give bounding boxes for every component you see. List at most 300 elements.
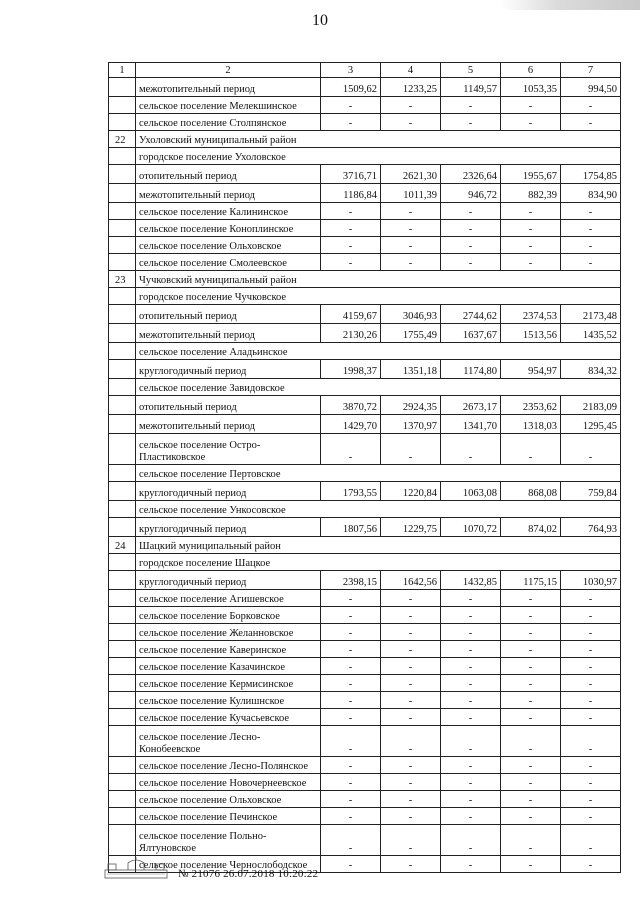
row-index-cell	[109, 237, 136, 254]
table-row	[109, 324, 621, 343]
value-cell: -	[561, 692, 621, 709]
value-cell: -	[561, 709, 621, 726]
value-cell: 1955,67	[501, 165, 561, 184]
column-header: 1	[109, 63, 136, 78]
value-cell: -	[441, 726, 501, 757]
value-cell: -	[501, 237, 561, 254]
settlement-row	[109, 148, 621, 165]
value-cell: -	[381, 709, 441, 726]
row-index-cell	[109, 324, 136, 343]
row-name-cell: сельское поселение Польно-Ялтуновское	[136, 825, 321, 856]
value-cell: 3870,72	[321, 396, 381, 415]
value-cell: -	[561, 237, 621, 254]
value-cell: 874,02	[501, 518, 561, 537]
row-name-cell: круглогодичный период	[136, 518, 321, 537]
value-cell: -	[381, 203, 441, 220]
table-row	[109, 791, 621, 808]
row-index-cell: 24	[109, 537, 136, 554]
value-cell: -	[441, 675, 501, 692]
row-index-cell	[109, 808, 136, 825]
settlement-row	[109, 343, 621, 360]
value-cell: 2374,53	[501, 305, 561, 324]
column-header: 2	[136, 63, 321, 78]
value-cell: -	[381, 791, 441, 808]
value-cell: -	[381, 856, 441, 873]
value-cell: -	[321, 692, 381, 709]
value-cell: -	[321, 658, 381, 675]
value-cell: -	[321, 254, 381, 271]
row-index-cell	[109, 641, 136, 658]
value-cell: 3716,71	[321, 165, 381, 184]
table-row	[109, 237, 621, 254]
row-name-cell: сельское поселение Остро-Пластиковское	[136, 434, 321, 465]
row-name-cell: круглогодичный период	[136, 360, 321, 379]
value-cell: -	[501, 692, 561, 709]
tariff-table	[108, 62, 621, 873]
row-name-cell: городское поселение Чучковское	[136, 288, 621, 305]
value-cell: -	[321, 791, 381, 808]
value-cell: 1351,18	[381, 360, 441, 379]
row-index-cell	[109, 825, 136, 856]
row-name-cell: сельское поселение Лесно-Полянское	[136, 757, 321, 774]
row-name-cell: городское поселение Шацкое	[136, 554, 621, 571]
value-cell: -	[321, 825, 381, 856]
column-header: 7	[561, 63, 621, 78]
row-name-cell: сельское поселение Ункосовское	[136, 501, 621, 518]
row-name-cell: круглогодичный период	[136, 482, 321, 501]
row-name-cell: сельское поселение Агишевское	[136, 590, 321, 607]
row-index-cell	[109, 288, 136, 305]
district-row	[109, 271, 621, 288]
value-cell: -	[441, 692, 501, 709]
row-index-cell	[109, 590, 136, 607]
value-cell: -	[501, 709, 561, 726]
row-name-cell: сельское поселение Аладьинское	[136, 343, 621, 360]
value-cell: -	[381, 590, 441, 607]
row-index-cell	[109, 757, 136, 774]
value-cell: 1637,67	[441, 324, 501, 343]
table-row	[109, 434, 621, 465]
value-cell: 1229,75	[381, 518, 441, 537]
value-cell: -	[561, 791, 621, 808]
value-cell: -	[561, 590, 621, 607]
row-index-cell	[109, 518, 136, 537]
registration-number: № 21076 26.07.2018 10:20:22	[178, 868, 319, 880]
table-row	[109, 203, 621, 220]
table-row	[109, 726, 621, 757]
value-cell: 1220,84	[381, 482, 441, 501]
value-cell: -	[381, 434, 441, 465]
row-index-cell	[109, 482, 136, 501]
value-cell: -	[321, 607, 381, 624]
value-cell: -	[321, 220, 381, 237]
value-cell: -	[441, 825, 501, 856]
row-name-cell: отопительный период	[136, 396, 321, 415]
value-cell: 2353,62	[501, 396, 561, 415]
value-cell: -	[501, 757, 561, 774]
value-cell: -	[441, 658, 501, 675]
district-row	[109, 131, 621, 148]
value-cell: 759,84	[561, 482, 621, 501]
row-index-cell	[109, 97, 136, 114]
row-name-cell: межотопительный период	[136, 415, 321, 434]
table-row	[109, 590, 621, 607]
value-cell: 2326,64	[441, 165, 501, 184]
value-cell: -	[381, 675, 441, 692]
row-index-cell	[109, 254, 136, 271]
value-cell: -	[561, 434, 621, 465]
value-cell: -	[321, 808, 381, 825]
value-cell: 1807,56	[321, 518, 381, 537]
row-index-cell	[109, 184, 136, 203]
value-cell: -	[501, 774, 561, 791]
value-cell: -	[381, 658, 441, 675]
row-index-cell	[109, 396, 136, 415]
value-cell: 1030,97	[561, 571, 621, 590]
value-cell: -	[321, 709, 381, 726]
row-index-cell	[109, 692, 136, 709]
row-name-cell: круглогодичный период	[136, 571, 321, 590]
value-cell: 2621,30	[381, 165, 441, 184]
value-cell: -	[561, 254, 621, 271]
value-cell: -	[321, 774, 381, 791]
value-cell: -	[441, 114, 501, 131]
row-name-cell: межотопительный период	[136, 78, 321, 97]
row-name-cell: городское поселение Ухоловское	[136, 148, 621, 165]
value-cell: -	[501, 97, 561, 114]
table-row	[109, 78, 621, 97]
table-row	[109, 607, 621, 624]
value-cell: -	[321, 624, 381, 641]
column-header: 4	[381, 63, 441, 78]
row-name-cell: сельское поселение Кулишнское	[136, 692, 321, 709]
value-cell: 954,97	[501, 360, 561, 379]
value-cell: 1233,25	[381, 78, 441, 97]
value-cell: -	[321, 237, 381, 254]
value-cell: 1998,37	[321, 360, 381, 379]
value-cell: 1793,55	[321, 482, 381, 501]
settlement-row	[109, 501, 621, 518]
row-name-cell: межотопительный период	[136, 184, 321, 203]
value-cell: -	[321, 590, 381, 607]
table-row	[109, 808, 621, 825]
row-name-cell: Чучковский муниципальный район	[136, 271, 621, 288]
value-cell: -	[321, 114, 381, 131]
value-cell: -	[321, 675, 381, 692]
row-name-cell: сельское поселение Калининское	[136, 203, 321, 220]
value-cell: 4159,67	[321, 305, 381, 324]
value-cell: -	[561, 624, 621, 641]
value-cell: 2744,62	[441, 305, 501, 324]
value-cell: 2130,26	[321, 324, 381, 343]
value-cell: 946,72	[441, 184, 501, 203]
table-row	[109, 518, 621, 537]
row-index-cell	[109, 554, 136, 571]
value-cell: -	[441, 709, 501, 726]
value-cell: 834,32	[561, 360, 621, 379]
row-index-cell	[109, 78, 136, 97]
row-name-cell: сельское поселение Мелекшинское	[136, 97, 321, 114]
value-cell: -	[321, 726, 381, 757]
value-cell: -	[441, 624, 501, 641]
table-row	[109, 658, 621, 675]
value-cell: 882,39	[501, 184, 561, 203]
row-name-cell: сельское поселение Смолеевское	[136, 254, 321, 271]
table-row	[109, 757, 621, 774]
value-cell: -	[561, 203, 621, 220]
row-name-cell: Шацкий муниципальный район	[136, 537, 621, 554]
row-index-cell	[109, 607, 136, 624]
settlement-row	[109, 288, 621, 305]
value-cell: -	[441, 590, 501, 607]
value-cell: -	[441, 237, 501, 254]
value-cell: -	[441, 220, 501, 237]
table-row	[109, 675, 621, 692]
value-cell: -	[381, 114, 441, 131]
row-index-cell	[109, 658, 136, 675]
value-cell: -	[441, 856, 501, 873]
value-cell: -	[381, 237, 441, 254]
row-index-cell	[109, 465, 136, 482]
value-cell: -	[501, 220, 561, 237]
value-cell: -	[501, 114, 561, 131]
value-cell: -	[441, 774, 501, 791]
value-cell: -	[381, 220, 441, 237]
value-cell: 868,08	[501, 482, 561, 501]
table-row	[109, 396, 621, 415]
value-cell: 1186,84	[321, 184, 381, 203]
value-cell: 1755,49	[381, 324, 441, 343]
value-cell: -	[561, 808, 621, 825]
row-index-cell	[109, 434, 136, 465]
value-cell: -	[381, 97, 441, 114]
row-index-cell: 22	[109, 131, 136, 148]
value-cell: -	[561, 607, 621, 624]
row-index-cell	[109, 360, 136, 379]
value-cell: 1370,97	[381, 415, 441, 434]
value-cell: -	[561, 726, 621, 757]
table-row	[109, 774, 621, 791]
value-cell: -	[501, 254, 561, 271]
table-row	[109, 305, 621, 324]
value-cell: -	[321, 856, 381, 873]
value-cell: -	[501, 590, 561, 607]
value-cell: 2183,09	[561, 396, 621, 415]
value-cell: 1513,56	[501, 324, 561, 343]
value-cell: -	[501, 434, 561, 465]
value-cell: 2673,17	[441, 396, 501, 415]
settlement-row	[109, 379, 621, 396]
value-cell: 2924,35	[381, 396, 441, 415]
table-row	[109, 360, 621, 379]
table-row	[109, 692, 621, 709]
value-cell: -	[381, 726, 441, 757]
value-cell: 994,50	[561, 78, 621, 97]
row-name-cell: сельское поселение Новочернеевское	[136, 774, 321, 791]
value-cell: -	[321, 641, 381, 658]
value-cell: -	[561, 774, 621, 791]
settlement-row	[109, 465, 621, 482]
value-cell: 1435,52	[561, 324, 621, 343]
row-name-cell: сельское поселение Ольховское	[136, 237, 321, 254]
row-index-cell	[109, 379, 136, 396]
row-name-cell: сельское поселение Чернослободское	[136, 856, 321, 873]
value-cell: 1429,70	[321, 415, 381, 434]
row-name-cell: отопительный период	[136, 305, 321, 324]
row-index-cell	[109, 774, 136, 791]
value-cell: 834,90	[561, 184, 621, 203]
value-cell: 1149,57	[441, 78, 501, 97]
row-name-cell: сельское поселение Кучасьевское	[136, 709, 321, 726]
value-cell: -	[501, 791, 561, 808]
row-index-cell	[109, 675, 136, 692]
value-cell: -	[561, 757, 621, 774]
row-name-cell: сельское поселение Каверинское	[136, 641, 321, 658]
row-index-cell	[109, 203, 136, 220]
row-name-cell: сельское поселение Пертовское	[136, 465, 621, 482]
row-index-cell	[109, 709, 136, 726]
value-cell: -	[321, 434, 381, 465]
value-cell: 1063,08	[441, 482, 501, 501]
value-cell: -	[501, 607, 561, 624]
value-cell: -	[561, 641, 621, 658]
value-cell: -	[441, 203, 501, 220]
table-row	[109, 97, 621, 114]
value-cell: -	[501, 203, 561, 220]
scan-edge-shadow	[500, 0, 640, 10]
value-cell: 1175,15	[501, 571, 561, 590]
row-index-cell	[109, 305, 136, 324]
value-cell: -	[501, 856, 561, 873]
row-name-cell: сельское поселение Казачинское	[136, 658, 321, 675]
table-row	[109, 220, 621, 237]
value-cell: -	[501, 624, 561, 641]
row-name-cell: сельское поселение Лесно-Конобеевское	[136, 726, 321, 757]
row-index-cell	[109, 415, 136, 434]
row-name-cell: сельское поселение Кермисинское	[136, 675, 321, 692]
value-cell: 2398,15	[321, 571, 381, 590]
column-header: 5	[441, 63, 501, 78]
value-cell: -	[441, 808, 501, 825]
value-cell: -	[561, 658, 621, 675]
value-cell: 1318,03	[501, 415, 561, 434]
column-header: 6	[501, 63, 561, 78]
value-cell: -	[381, 825, 441, 856]
value-cell: -	[381, 808, 441, 825]
value-cell: 2173,48	[561, 305, 621, 324]
row-name-cell: сельское поселение Ольховское	[136, 791, 321, 808]
value-cell: -	[381, 624, 441, 641]
row-index-cell	[109, 624, 136, 641]
value-cell: 1053,35	[501, 78, 561, 97]
value-cell: 1174,80	[441, 360, 501, 379]
value-cell: -	[501, 658, 561, 675]
value-cell: -	[561, 114, 621, 131]
value-cell: 1642,56	[381, 571, 441, 590]
value-cell: -	[441, 434, 501, 465]
table-row	[109, 571, 621, 590]
value-cell: -	[381, 641, 441, 658]
table-row	[109, 165, 621, 184]
value-cell: -	[441, 607, 501, 624]
row-index-cell	[109, 726, 136, 757]
value-cell: -	[321, 757, 381, 774]
value-cell: -	[561, 97, 621, 114]
value-cell: -	[441, 97, 501, 114]
settlement-row	[109, 554, 621, 571]
table-row	[109, 624, 621, 641]
table-header-row	[109, 63, 621, 78]
row-index-cell	[109, 220, 136, 237]
value-cell: 764,93	[561, 518, 621, 537]
value-cell: -	[381, 254, 441, 271]
registration-seal-logo	[104, 856, 168, 880]
value-cell: -	[441, 254, 501, 271]
row-index-cell	[109, 501, 136, 518]
column-header: 3	[321, 63, 381, 78]
value-cell: 1432,85	[441, 571, 501, 590]
value-cell: -	[321, 203, 381, 220]
table-row	[109, 114, 621, 131]
row-name-cell: Ухоловский муниципальный район	[136, 131, 621, 148]
row-name-cell: сельское поселение Коноплинское	[136, 220, 321, 237]
table-row	[109, 415, 621, 434]
value-cell: -	[441, 641, 501, 658]
row-name-cell: сельское поселение Желанновское	[136, 624, 321, 641]
row-index-cell: 23	[109, 271, 136, 288]
value-cell: -	[561, 220, 621, 237]
value-cell: 3046,93	[381, 305, 441, 324]
value-cell: -	[561, 825, 621, 856]
table-row	[109, 184, 621, 203]
value-cell: 1070,72	[441, 518, 501, 537]
row-name-cell: сельское поселение Борковское	[136, 607, 321, 624]
table-row	[109, 482, 621, 501]
value-cell: -	[561, 856, 621, 873]
value-cell: 1295,45	[561, 415, 621, 434]
value-cell: 1011,39	[381, 184, 441, 203]
table-row	[109, 641, 621, 658]
value-cell: -	[321, 97, 381, 114]
document-footer	[104, 856, 318, 880]
value-cell: -	[381, 774, 441, 791]
page-number: 10	[312, 12, 328, 29]
value-cell: -	[441, 791, 501, 808]
value-cell: -	[501, 675, 561, 692]
value-cell: 1754,85	[561, 165, 621, 184]
table-row	[109, 254, 621, 271]
row-index-cell	[109, 791, 136, 808]
row-name-cell: отопительный период	[136, 165, 321, 184]
row-name-cell: сельское поселение Завидовское	[136, 379, 621, 396]
row-index-cell	[109, 114, 136, 131]
value-cell: -	[381, 757, 441, 774]
value-cell: -	[441, 757, 501, 774]
row-index-cell	[109, 148, 136, 165]
value-cell: -	[501, 641, 561, 658]
value-cell: -	[561, 675, 621, 692]
value-cell: -	[501, 808, 561, 825]
row-index-cell	[109, 165, 136, 184]
row-name-cell: межотопительный период	[136, 324, 321, 343]
value-cell: 1341,70	[441, 415, 501, 434]
row-index-cell	[109, 571, 136, 590]
value-cell: -	[381, 692, 441, 709]
district-row	[109, 537, 621, 554]
value-cell: -	[501, 726, 561, 757]
row-index-cell	[109, 343, 136, 360]
row-name-cell: сельское поселение Столпянское	[136, 114, 321, 131]
